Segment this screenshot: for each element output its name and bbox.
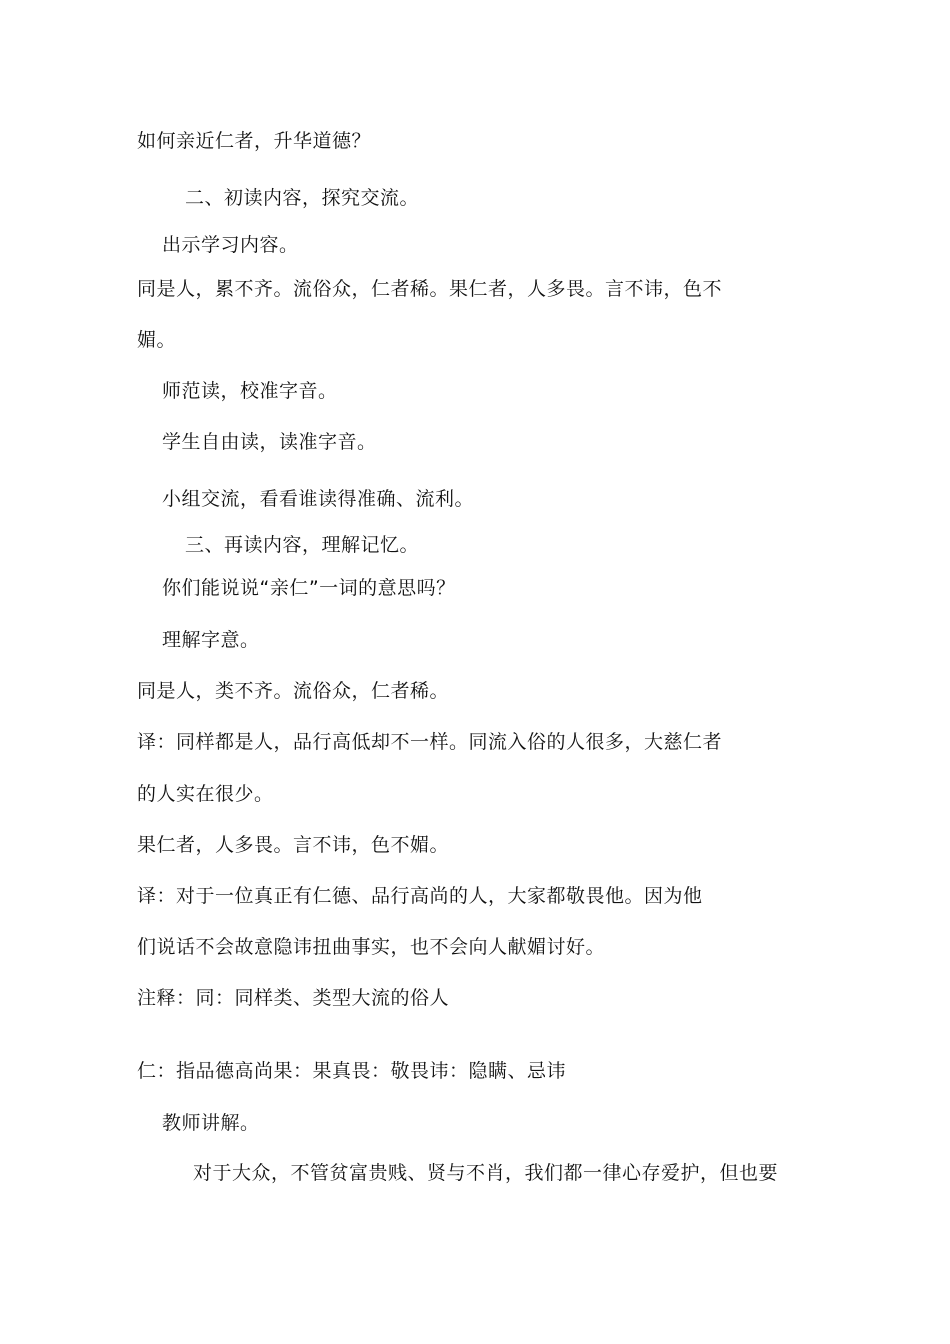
text-line: 理解字意。	[162, 629, 260, 651]
text-line: 仁：指品德高尚果：果真畏：敬畏讳：隐瞒、忌讳	[137, 1060, 567, 1082]
text-line: 同是人，类不齐。流俗众，仁者稀。	[137, 680, 450, 702]
text-line: 译：同样都是人，品行高低却不一样。同流入俗的人很多，大慈仁者	[137, 731, 723, 753]
text-line: 译：对于一位真正有仁德、品行高尚的人，大家都敬畏他。因为他	[137, 885, 703, 907]
text-line: 媚。	[137, 329, 177, 351]
text-line: 果仁者，人多畏。言不讳，色不媚。	[137, 834, 450, 856]
text-line: 同是人，累不齐。流俗众，仁者稀。果仁者，人多畏。言不讳，色不	[137, 278, 723, 300]
text-line: 们说话不会故意隐讳扭曲事实，也不会向人献媚讨好。	[137, 936, 606, 958]
text-line: 如何亲近仁者，升华道德？	[137, 130, 372, 152]
text-line: 注释：同：同样类、类型大流的俗人	[137, 987, 450, 1009]
text-line: 学生自由读，读准字音。	[162, 431, 377, 453]
text-line: 的人实在很少。	[137, 783, 274, 805]
section-heading: 三、再读内容，理解记忆。	[185, 534, 420, 556]
text-line: 对于大众，不管贫富贵贱、贤与不肖，我们都一律心存爱护，但也要	[193, 1162, 779, 1184]
text-line: 你们能说说“亲仁”一词的意思吗？	[162, 577, 456, 599]
text-line: 教师讲解。	[162, 1112, 260, 1134]
text-line: 出示学习内容。	[162, 234, 299, 256]
text-line: 师范读，校准字音。	[162, 380, 338, 402]
text-line: 小组交流，看看谁读得准确、流利。	[162, 488, 475, 510]
section-heading: 二、初读内容，探究交流。	[185, 187, 420, 209]
